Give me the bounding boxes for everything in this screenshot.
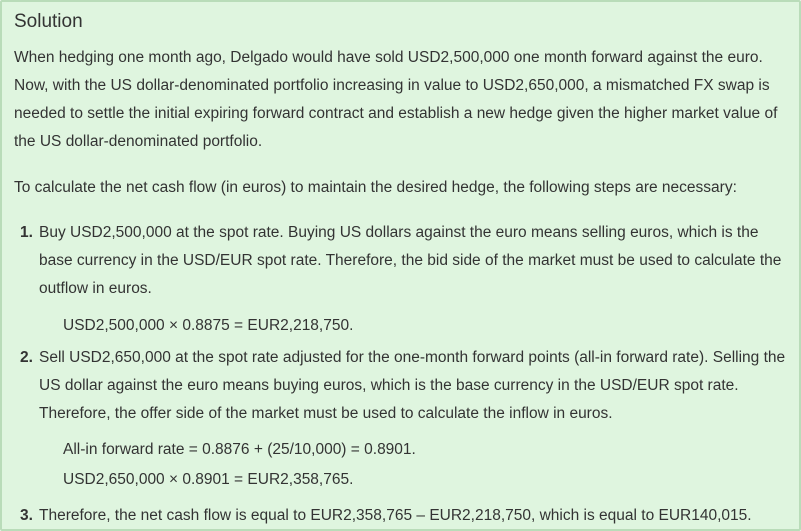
step-number: 3. xyxy=(20,507,33,524)
step-2-calc-2: USD2,650,000 × 0.8901 = EUR2,358,765. xyxy=(63,471,354,488)
step-text: Sell USD2,650,000 at the spot rate adjusted for the one-month forward points (all-in forward rate). Selling the US dollar against the euro means buying euros, which is the base currency in the USD/EUR spot rate. Therefore, the offer side of the market must be used to calculate the inflow in euros. xyxy=(39,349,786,422)
step-text: Therefore, the net cash flow is equal to EUR2,358,765 – EUR2,218,750, which is equal to EUR140,015. xyxy=(39,507,752,524)
step-2-calc-1: All-in forward rate = 0.8876 + (25/10,000) = 0.8901. xyxy=(63,441,416,458)
solution-title: Solution xyxy=(14,11,83,32)
step-1-calc-1: USD2,500,000 × 0.8875 = EUR2,218,750. xyxy=(63,317,354,334)
step-number: 2. xyxy=(20,349,33,366)
step-text: Buy USD2,500,000 at the spot rate. Buying US dollars against the euro means selling euros, which is the base currency in the USD/EUR spot rate. Therefore, the bid side of the market must be used to calculate the outflow in euros. xyxy=(39,224,782,297)
steps-intro-paragraph: To calculate the net cash flow (in euros) to maintain the desired hedge, the following steps are necessary: xyxy=(14,179,737,196)
intro-paragraph: When hedging one month ago, Delgado would have sold USD2,500,000 one month forward against the euro. Now, with the US dollar-denominated portfolio increasing in value to USD2,650,000, a mismatched FX swap is needed to settle the initial expiring forward contract and establish a new hedge given the higher market value of the US dollar-denominated portfolio. xyxy=(14,49,778,150)
step-number: 1. xyxy=(20,224,33,241)
